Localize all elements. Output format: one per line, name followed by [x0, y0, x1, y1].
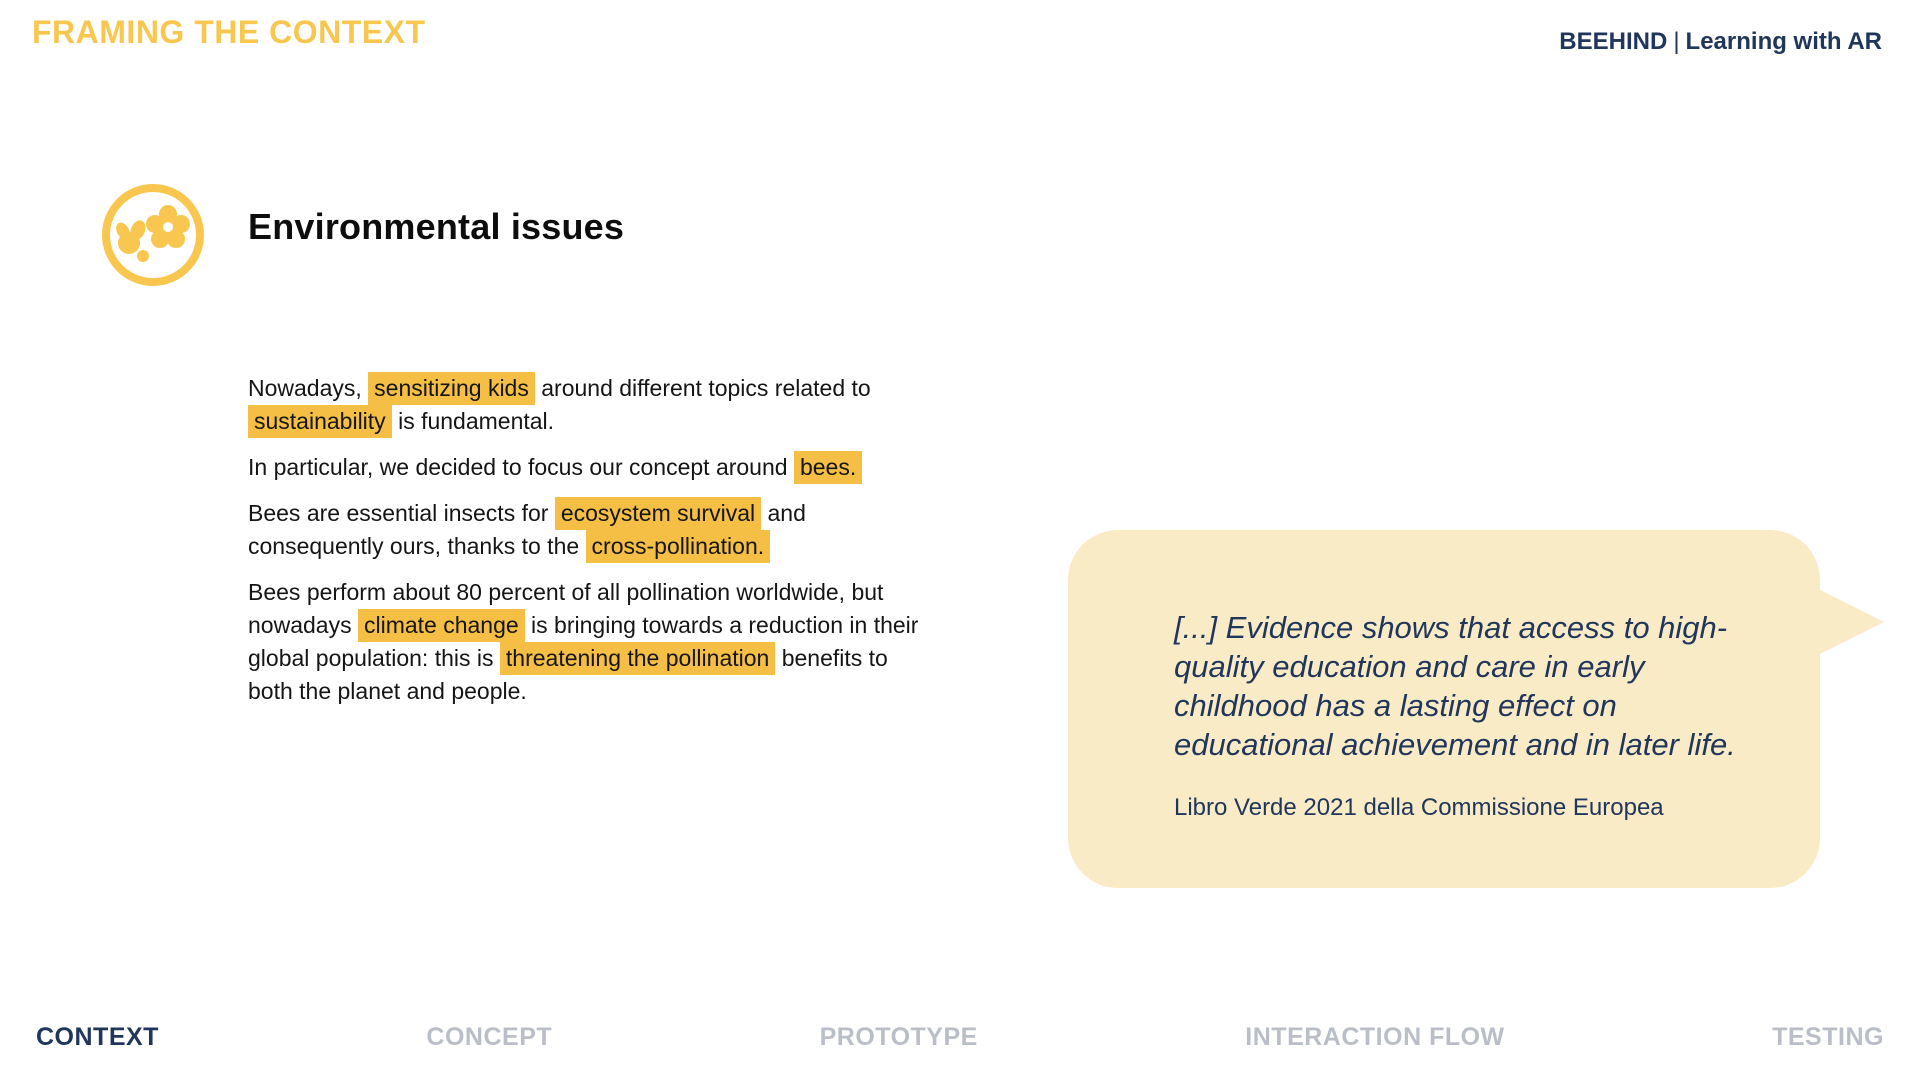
- highlighted-text: threatening the pollination: [500, 642, 775, 675]
- nav-item-prototype[interactable]: PROTOTYPE: [819, 1022, 978, 1051]
- text-segment: benefits to: [775, 645, 888, 671]
- text-line: [248, 530, 1028, 563]
- text-line: [248, 675, 1028, 708]
- quote-line: [...] Evidence shows that access to high-: [1174, 610, 1728, 645]
- paragraph: [248, 497, 1028, 563]
- highlighted-text: ecosystem survival: [555, 497, 761, 530]
- text-segment: In particular, we decided to focus our concept around: [248, 454, 794, 480]
- highlighted-text: cross-pollination.: [586, 530, 771, 563]
- nav-item-interaction-flow[interactable]: INTERACTION FLOW: [1245, 1022, 1505, 1051]
- body-paragraphs: [248, 372, 1028, 721]
- brand-tagline: Learning with AR: [1685, 28, 1882, 55]
- page-title: FRAMING THE CONTEXT: [32, 14, 426, 50]
- text-segment: is fundamental.: [391, 408, 555, 434]
- nav-item-concept[interactable]: CONCEPT: [426, 1022, 553, 1051]
- text-segment: Bees are essential insects for: [248, 500, 555, 526]
- brand-name: BEEHIND: [1559, 28, 1668, 55]
- highlighted-text: bees.: [794, 451, 862, 484]
- brand-separator: |: [1673, 28, 1680, 55]
- brand-logo: [1559, 28, 1882, 56]
- text-line: [248, 609, 1028, 642]
- quote-line: educational achievement and in later life.: [1174, 727, 1736, 762]
- text-line: [248, 451, 1028, 484]
- quote-text: [1174, 608, 1736, 764]
- text-segment: and: [761, 500, 806, 526]
- text-line: [248, 497, 1028, 530]
- highlighted-text: climate change: [358, 609, 525, 642]
- text-line: [248, 642, 1028, 675]
- text-segment: consequently ours, thanks to the: [248, 533, 586, 559]
- text-line: [248, 576, 1028, 609]
- quote-line: childhood has a lasting effect on: [1174, 688, 1617, 723]
- quote-bubble-tail: [1818, 589, 1884, 655]
- quote-bubble: [1068, 530, 1820, 888]
- section-heading: Environmental issues: [248, 206, 625, 247]
- paragraph: [248, 372, 1028, 438]
- text-segment: global population: this is: [248, 645, 500, 671]
- quote-attribution: Libro Verde 2021 della Commissione Europea: [1174, 794, 1664, 821]
- text-segment: around different topics related to: [534, 375, 871, 401]
- text-segment: both the planet and people.: [248, 678, 527, 704]
- footer-nav: [36, 1020, 1884, 1054]
- paragraph: [248, 451, 1028, 484]
- quote-line: quality education and care in early: [1174, 649, 1645, 684]
- text-line: [248, 372, 1028, 405]
- highlighted-text: sustainability: [248, 405, 392, 438]
- text-line: [248, 405, 1028, 438]
- text-segment: is bringing towards a reduction in their: [524, 612, 919, 638]
- nav-item-testing[interactable]: TESTING: [1772, 1022, 1884, 1051]
- paragraph: [248, 576, 1028, 708]
- highlighted-text: sensitizing kids: [368, 372, 535, 405]
- bee-flower-icon: [97, 179, 209, 291]
- text-segment: Bees perform about 80 percent of all pollination worldwide, but: [248, 579, 884, 605]
- text-segment: nowadays: [248, 612, 358, 638]
- text-segment: Nowadays,: [248, 375, 369, 401]
- nav-item-context[interactable]: CONTEXT: [36, 1022, 159, 1051]
